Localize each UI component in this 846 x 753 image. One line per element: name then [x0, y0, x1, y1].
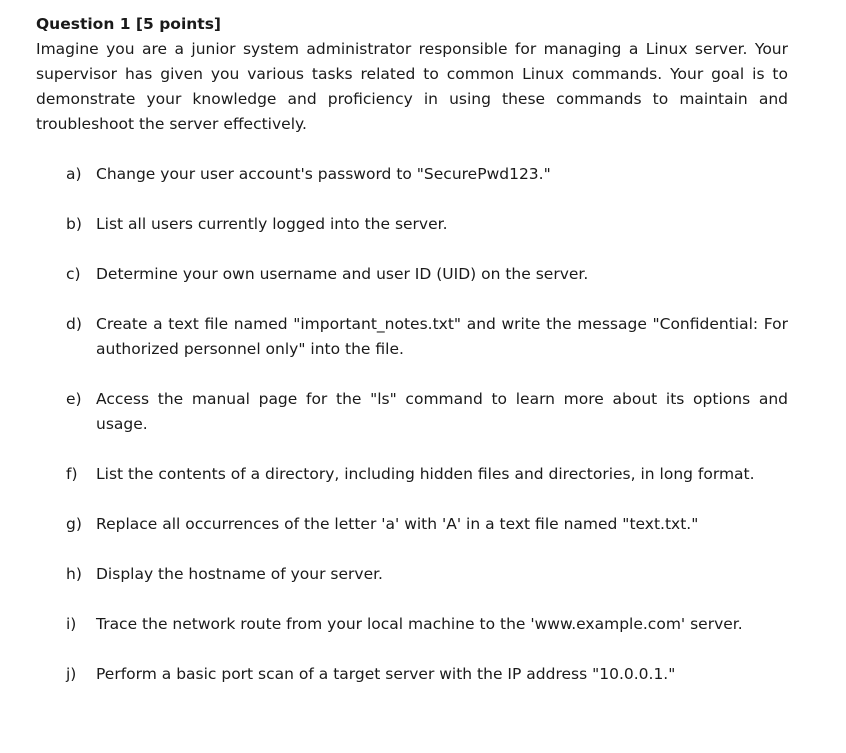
task-letter: f) — [66, 465, 78, 483]
task-letter: a) — [66, 165, 82, 183]
task-text: Determine your own username and user ID (UID) on the server. — [96, 265, 589, 283]
task-item-a — [66, 162, 788, 187]
task-text: Access the manual page for the "ls" command to learn more about its options and usage. — [96, 390, 788, 433]
task-item-h — [66, 562, 788, 587]
task-list — [66, 162, 788, 712]
task-text: List all users currently logged into the server. — [96, 215, 448, 233]
task-letter: j) — [66, 665, 77, 683]
question-title: Question 1 [5 points] — [36, 15, 222, 33]
task-letter: e) — [66, 390, 82, 408]
task-text: Trace the network route from your local machine to the 'www.example.com' server. — [96, 615, 743, 633]
task-item-g — [66, 512, 788, 537]
task-item-e — [66, 387, 788, 437]
task-item-d — [66, 312, 788, 362]
task-letter: g) — [66, 515, 82, 533]
task-item-j — [66, 662, 788, 687]
task-text: Change your user account's password to "SecurePwd123." — [96, 165, 551, 183]
task-letter: c) — [66, 265, 81, 283]
task-letter: i) — [66, 615, 77, 633]
task-text: Create a text file named "important_notes.txt" and write the message "Confidential: For authorized personnel only" into the file. — [96, 315, 788, 358]
task-text: Replace all occurrences of the letter 'a' with 'A' in a text file named "text.txt." — [96, 515, 699, 533]
task-letter: d) — [66, 315, 82, 333]
task-text: List the contents of a directory, including hidden files and directories, in long format. — [96, 465, 755, 483]
question-intro: Imagine you are a junior system administrator responsible for managing a Linux server. Your supervisor has given you various tasks related to common Linux commands. Your goal is to demonstrate your knowledge and proficiency in using these commands to maintain and troubleshoot the server effectively. — [36, 40, 788, 133]
task-item-i — [66, 612, 788, 637]
task-item-b — [66, 212, 788, 237]
task-text: Display the hostname of your server. — [96, 565, 383, 583]
task-item-f — [66, 462, 788, 487]
task-item-c — [66, 262, 788, 287]
task-letter: h) — [66, 565, 82, 583]
question-header — [36, 12, 788, 137]
task-letter: b) — [66, 215, 82, 233]
task-text: Perform a basic port scan of a target server with the IP address "10.0.0.1." — [96, 665, 676, 683]
